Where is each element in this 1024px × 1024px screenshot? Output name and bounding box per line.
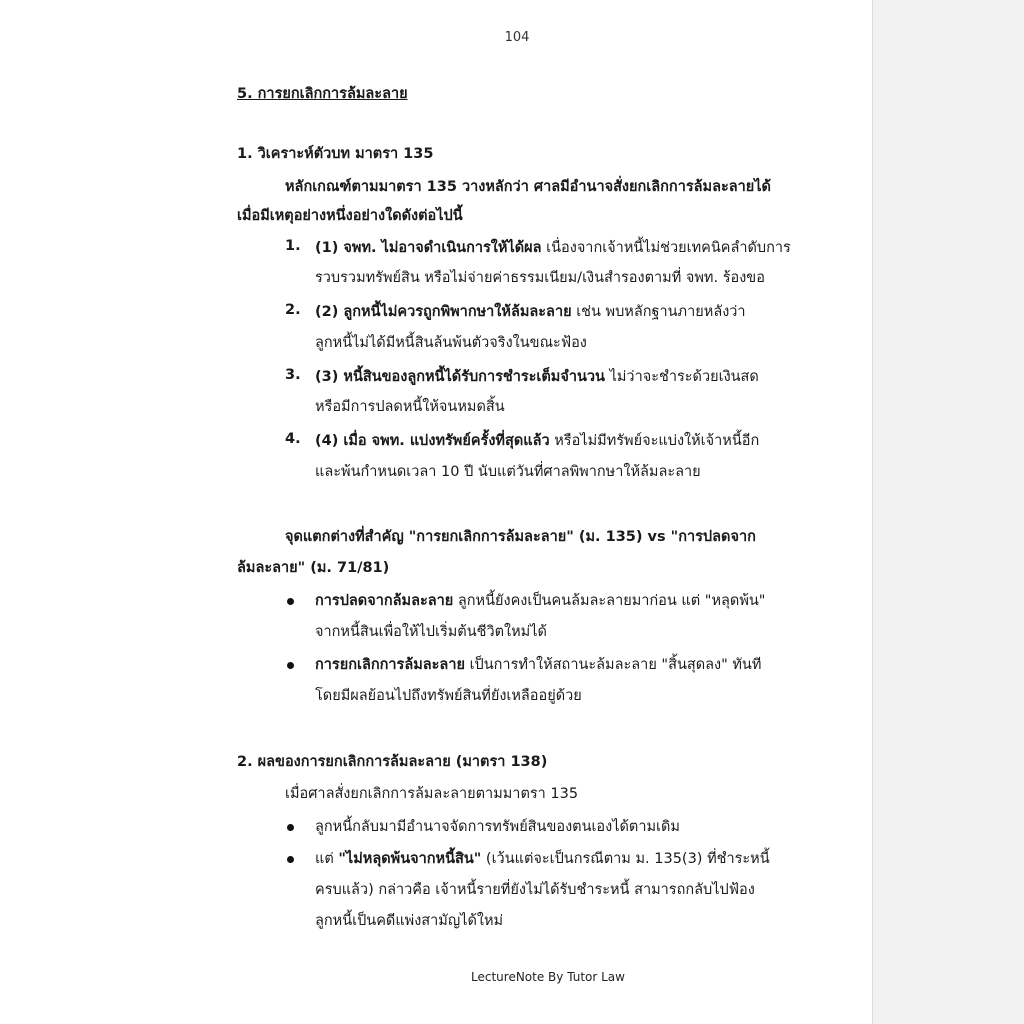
bullet-item-text: เป็นการทำให้สถานะล้มละลาย "สิ้นสุดลง" ทันที: [464, 657, 762, 673]
list-item: [315, 302, 746, 322]
list-number: 4.: [285, 431, 301, 447]
page-number: 104: [504, 30, 530, 45]
list-number: 1.: [285, 238, 301, 254]
bullet-item-bold: การยกเลิกการล้มละลาย: [315, 657, 465, 673]
bullet-icon: [287, 856, 294, 863]
list-item-line2: รวบรวมทรัพย์สิน หรือไม่จ่ายค่าธรรมเนียม/เงินสำรองตามที่ จพท. ร้องขอ: [315, 270, 765, 286]
bullet-item: [315, 655, 761, 675]
list-item-line2: ลูกหนี้ไม่ได้มีหนี้สินล้นพ้นตัวจริงในขณะฟ้อง: [315, 335, 587, 351]
bullet-item-bold: "ไม่หลุดพ้นจากหนี้สิน": [338, 851, 482, 867]
bullet-icon: [287, 598, 294, 605]
diff-heading-line1: จุดแตกต่างที่สำคัญ "การยกเลิกการล้มละลาย" (ม. 135) vs "การปลดจาก: [285, 529, 756, 545]
bullet-item-bold: การปลดจากล้มละลาย: [315, 593, 454, 609]
list-item-bold: (1) จพท. ไม่อาจดำเนินการให้ได้ผล: [315, 240, 542, 256]
list-item-bold: (2) ลูกหนี้ไม่ควรถูกพิพากษาให้ล้มละลาย: [315, 304, 572, 320]
bullet-item-line2: จากหนี้สินเพื่อให้ไปเริ่มต้นชีวิตใหม่ได้: [315, 624, 547, 640]
section-title: 5. การยกเลิกการล้มละลาย: [237, 86, 408, 102]
footer-text: LectureNote By Tutor Law: [471, 970, 625, 984]
part2-heading: 2. ผลของการยกเลิกการล้มละลาย (มาตรา 138): [237, 754, 548, 770]
part1-intro-line1: หลักเกณฑ์ตามมาตรา 135 วางหลักว่า ศาลมีอำนาจสั่งยกเลิกการล้มละลายได้: [285, 179, 771, 195]
list-item-text: เนื่องจากเจ้าหนี้ไม่ช่วยเทคนิคลำดับการ: [541, 240, 791, 256]
list-number: 2.: [285, 302, 301, 318]
list-item-bold: (3) หนี้สินของลูกหนี้ได้รับการชำระเต็มจำนวน: [315, 369, 605, 385]
list-item: [315, 431, 759, 451]
bullet-item: [315, 591, 765, 611]
list-item: [315, 367, 759, 387]
list-item-bold: (4) เมื่อ จพท. แบ่งทรัพย์ครั้งที่สุดแล้ว: [315, 433, 550, 449]
part1-heading: 1. วิเคราะห์ตัวบท มาตรา 135: [237, 146, 434, 162]
bullet-item-text: (เว้นแต่จะเป็นกรณีตาม ม. 135(3) ที่ชำระหนี้: [481, 851, 770, 867]
bullet-item-line2: โดยมีผลย้อนไปถึงทรัพย์สินที่ยังเหลืออยู่ด้วย: [315, 688, 582, 704]
diff-heading-line2: ล้มละลาย" (ม. 71/81): [237, 560, 390, 576]
list-item: [315, 238, 791, 258]
bullet-item: ลูกหนี้กลับมามีอำนาจจัดการทรัพย์สินของตนเองได้ตามเดิม: [315, 819, 680, 835]
list-item-text: ไม่ว่าจะชำระด้วยเงินสด: [604, 369, 759, 385]
bullet-item-line2: ครบแล้ว) กล่าวคือ เจ้าหนี้รายที่ยังไม่ได้รับชำระหนี้ สามารถกลับไปฟ้อง: [315, 882, 755, 898]
part1-intro-line2: เมื่อมีเหตุอย่างหนึ่งอย่างใดดังต่อไปนี้: [237, 208, 463, 224]
bullet-item-text: ลูกหนี้ยังคงเป็นคนล้มละลายมาก่อน แต่ "หลุดพ้น": [453, 593, 766, 609]
list-item-text: เช่น พบหลักฐานภายหลังว่า: [571, 304, 746, 320]
list-item-line2: หรือมีการปลดหนี้ให้จนหมดสิ้น: [315, 399, 505, 415]
bullet-icon: [287, 662, 294, 669]
page-edge: [872, 0, 873, 1024]
list-item-text: หรือไม่มีทรัพย์จะแบ่งให้เจ้าหนี้อีก: [549, 433, 760, 449]
list-item-line2: และพ้นกำหนดเวลา 10 ปี นับแต่วันที่ศาลพิพากษาให้ล้มละลาย: [315, 464, 701, 480]
bullet-item-line3: ลูกหนี้เป็นคดีแพ่งสามัญได้ใหม่: [315, 913, 504, 929]
bullet-item: [315, 849, 770, 869]
list-number: 3.: [285, 367, 301, 383]
bullet-item-prefix: แต่: [315, 851, 339, 867]
bullet-icon: [287, 824, 294, 831]
part2-intro: เมื่อศาลสั่งยกเลิกการล้มละลายตามมาตรา 135: [285, 786, 579, 802]
